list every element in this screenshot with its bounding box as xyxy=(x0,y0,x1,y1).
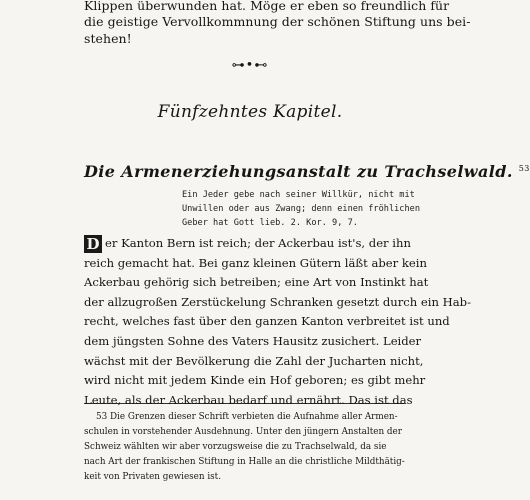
section-title xyxy=(84,162,530,181)
body-line: wird nicht mit jedem Kinde ein Hof geboren; es gibt mehr xyxy=(84,373,426,388)
body-line: wächst mit der Bevölkerung die Zahl der Jucharten nicht, xyxy=(84,353,424,368)
body-line: Ackerbau gehörig sich betreiben; eine Art von Instinkt hat xyxy=(84,275,429,290)
footnote-line: keit von Privaten gewiesen ist. xyxy=(84,472,221,482)
footnote-line: nach Art der frankischen Stiftung in Halle an die christliche Mildthätig- xyxy=(84,457,405,467)
body-line: der allzugroßen Zerstückelung Schranken gesetzt durch ein Hab- xyxy=(84,294,472,309)
section-ornament: ⊶•⊷ xyxy=(231,58,269,73)
footnote-line: 53 Die Grenzen dieser Schrift verbieten die Aufnahme aller Armen- xyxy=(96,412,398,422)
carryover-line: Klippen überwunden hat. Möge er eben so freundlich für xyxy=(84,0,450,13)
body-line: er Kanton Bern ist reich; der Ackerbau ist's, der ihn xyxy=(105,236,411,250)
section-title-text: Die Armenerziehungsanstalt zu Trachselwald. xyxy=(84,162,513,181)
body-line: Leute, als der Ackerbau bedarf und ernährt. Das ist das xyxy=(84,392,413,407)
body-line: reich gemacht hat. Bei ganz kleinen Gütern läßt aber kein xyxy=(84,255,427,270)
footnote-line: Schweiz wählten wir aber vorzugsweise die zu Trachselwald, da sie xyxy=(84,442,387,452)
body-line: recht, welches fast über den ganzen Kanton verbreitet ist und xyxy=(84,314,450,329)
epigraph-line: Unwillen oder aus Zwang; denn einen fröhlichen xyxy=(182,204,420,214)
epigraph-line: Ein Jeder gebe nach seiner Willkür, nicht mit xyxy=(182,190,415,200)
carryover-line: stehen! xyxy=(84,31,132,46)
carryover-line: die geistige Vervollkommnung der schönen Stiftung uns bei- xyxy=(84,14,471,29)
epigraph-line: Geber hat Gott lieb. 2. Kor. 9, 7. xyxy=(182,218,358,228)
footnote-reference: 53 xyxy=(518,163,530,173)
chapter-title: Fünfzehntes Kapitel. xyxy=(157,102,343,122)
drop-cap: D xyxy=(84,235,102,253)
body-line: dem jüngsten Sohne des Vaters Hausitz zusichert. Leider xyxy=(84,334,422,348)
footnote-line: schulen in vorstehender Ausdehnung. Unter den jüngern Anstalten der xyxy=(84,427,402,437)
